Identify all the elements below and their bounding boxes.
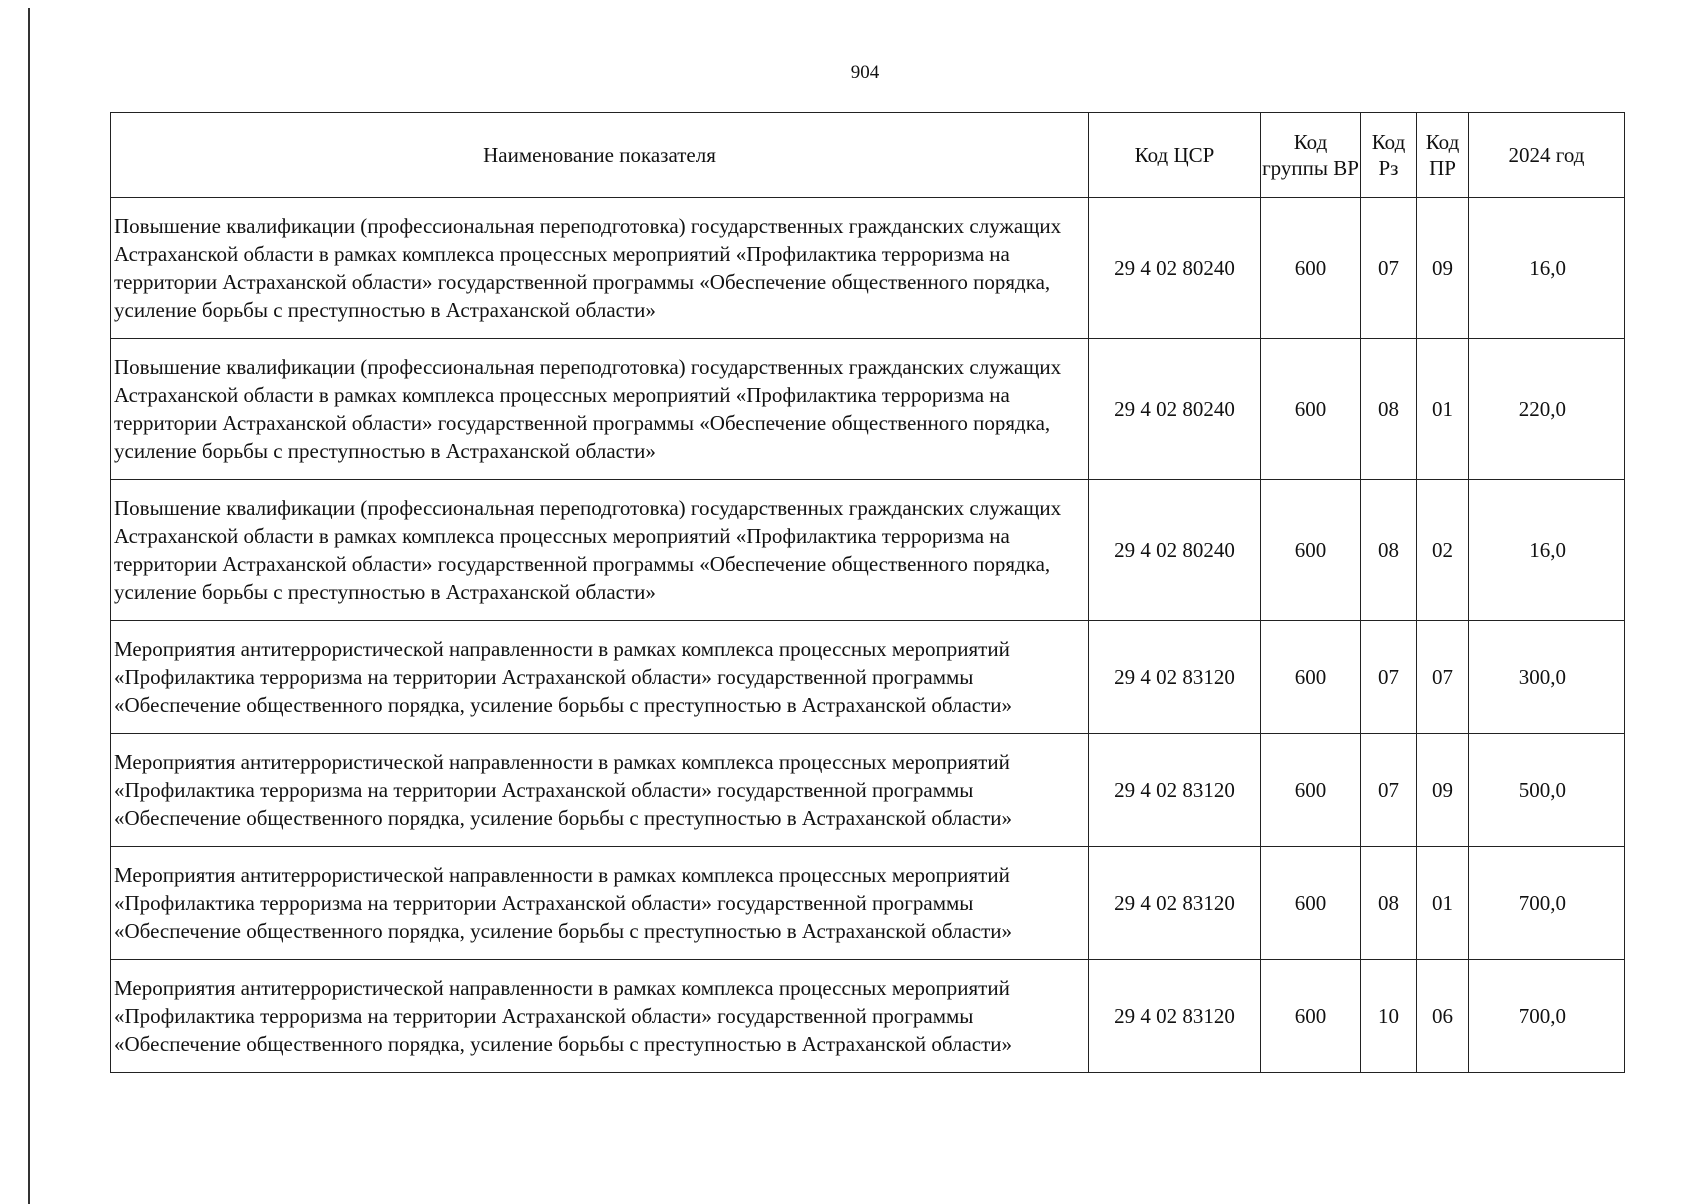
table-row: [111, 960, 1625, 1073]
header-vr-code: Код группы ВР: [1261, 113, 1361, 198]
row-vr-code: 600: [1261, 734, 1361, 847]
header-rz-code: Код Рз: [1361, 113, 1417, 198]
row-rz-code: 07: [1361, 734, 1417, 847]
row-rz-code: 07: [1361, 198, 1417, 339]
row-pr-code: 01: [1417, 339, 1469, 480]
row-csr-code: 29 4 02 83120: [1089, 621, 1261, 734]
row-csr-code: 29 4 02 80240: [1089, 480, 1261, 621]
row-name: Мероприятия антитеррористической направленности в рамках комплекса процессных мероприятий «Профилактика терроризма на территории Астраханской области» государственной программы «Обеспечение общественного порядка, усиление борьбы с преступностью в Астраханской области»: [111, 734, 1089, 847]
row-rz-code: 10: [1361, 960, 1417, 1073]
table-row: [111, 198, 1625, 339]
row-name: Мероприятия антитеррористической направленности в рамках комплекса процессных мероприятий «Профилактика терроризма на территории Астраханской области» государственной программы «Обеспечение общественного порядка, усиление борьбы с преступностью в Астраханской области»: [111, 847, 1089, 960]
table-header-row: [111, 113, 1625, 198]
budget-table: [110, 112, 1625, 1073]
row-pr-code: 06: [1417, 960, 1469, 1073]
row-vr-code: 600: [1261, 847, 1361, 960]
row-name: Мероприятия антитеррористической направленности в рамках комплекса процессных мероприятий «Профилактика терроризма на территории Астраханской области» государственной программы «Обеспечение общественного порядка, усиление борьбы с преступностью в Астраханской области»: [111, 621, 1089, 734]
row-amount: 700,0: [1469, 960, 1625, 1073]
row-csr-code: 29 4 02 80240: [1089, 339, 1261, 480]
row-pr-code: 02: [1417, 480, 1469, 621]
header-pr-code: Код ПР: [1417, 113, 1469, 198]
row-amount: 220,0: [1469, 339, 1625, 480]
table-row: [111, 621, 1625, 734]
row-csr-code: 29 4 02 80240: [1089, 198, 1261, 339]
row-csr-code: 29 4 02 83120: [1089, 960, 1261, 1073]
row-pr-code: 09: [1417, 198, 1469, 339]
row-csr-code: 29 4 02 83120: [1089, 847, 1261, 960]
row-rz-code: 07: [1361, 621, 1417, 734]
row-name: Повышение квалификации (профессиональная переподготовка) государственных гражданских служащих Астраханской области в рамках комплекса процессных мероприятий «Профилактика терроризма на территории Астраханской области» государственной программы «Обеспечение общественного порядка, усиление борьбы с преступностью в Астраханской области»: [111, 480, 1089, 621]
row-rz-code: 08: [1361, 847, 1417, 960]
row-vr-code: 600: [1261, 480, 1361, 621]
row-name: Повышение квалификации (профессиональная переподготовка) государственных гражданских служащих Астраханской области в рамках комплекса процессных мероприятий «Профилактика терроризма на территории Астраханской области» государственной программы «Обеспечение общественного порядка, усиление борьбы с преступностью в Астраханской области»: [111, 339, 1089, 480]
row-rz-code: 08: [1361, 480, 1417, 621]
row-name: Мероприятия антитеррористической направленности в рамках комплекса процессных мероприятий «Профилактика терроризма на территории Астраханской области» государственной программы «Обеспечение общественного порядка, усиление борьбы с преступностью в Астраханской области»: [111, 960, 1089, 1073]
row-pr-code: 01: [1417, 847, 1469, 960]
row-amount: 700,0: [1469, 847, 1625, 960]
row-name: Повышение квалификации (профессиональная переподготовка) государственных гражданских служащих Астраханской области в рамках комплекса процессных мероприятий «Профилактика терроризма на территории Астраханской области» государственной программы «Обеспечение общественного порядка, усиление борьбы с преступностью в Астраханской области»: [111, 198, 1089, 339]
row-amount: 16,0: [1469, 198, 1625, 339]
row-vr-code: 600: [1261, 198, 1361, 339]
row-pr-code: 09: [1417, 734, 1469, 847]
table-row: [111, 847, 1625, 960]
row-vr-code: 600: [1261, 621, 1361, 734]
table-row: [111, 480, 1625, 621]
header-csr-code: Код ЦСР: [1089, 113, 1261, 198]
page-number: 904: [850, 62, 880, 83]
row-rz-code: 08: [1361, 339, 1417, 480]
row-pr-code: 07: [1417, 621, 1469, 734]
row-vr-code: 600: [1261, 960, 1361, 1073]
row-amount: 500,0: [1469, 734, 1625, 847]
row-amount: 16,0: [1469, 480, 1625, 621]
scan-edge-line: [28, 8, 30, 1204]
table-row: [111, 339, 1625, 480]
row-csr-code: 29 4 02 83120: [1089, 734, 1261, 847]
table-row: [111, 734, 1625, 847]
header-name: Наименование показателя: [111, 113, 1089, 198]
row-vr-code: 600: [1261, 339, 1361, 480]
header-year-2024: 2024 год: [1469, 113, 1625, 198]
row-amount: 300,0: [1469, 621, 1625, 734]
